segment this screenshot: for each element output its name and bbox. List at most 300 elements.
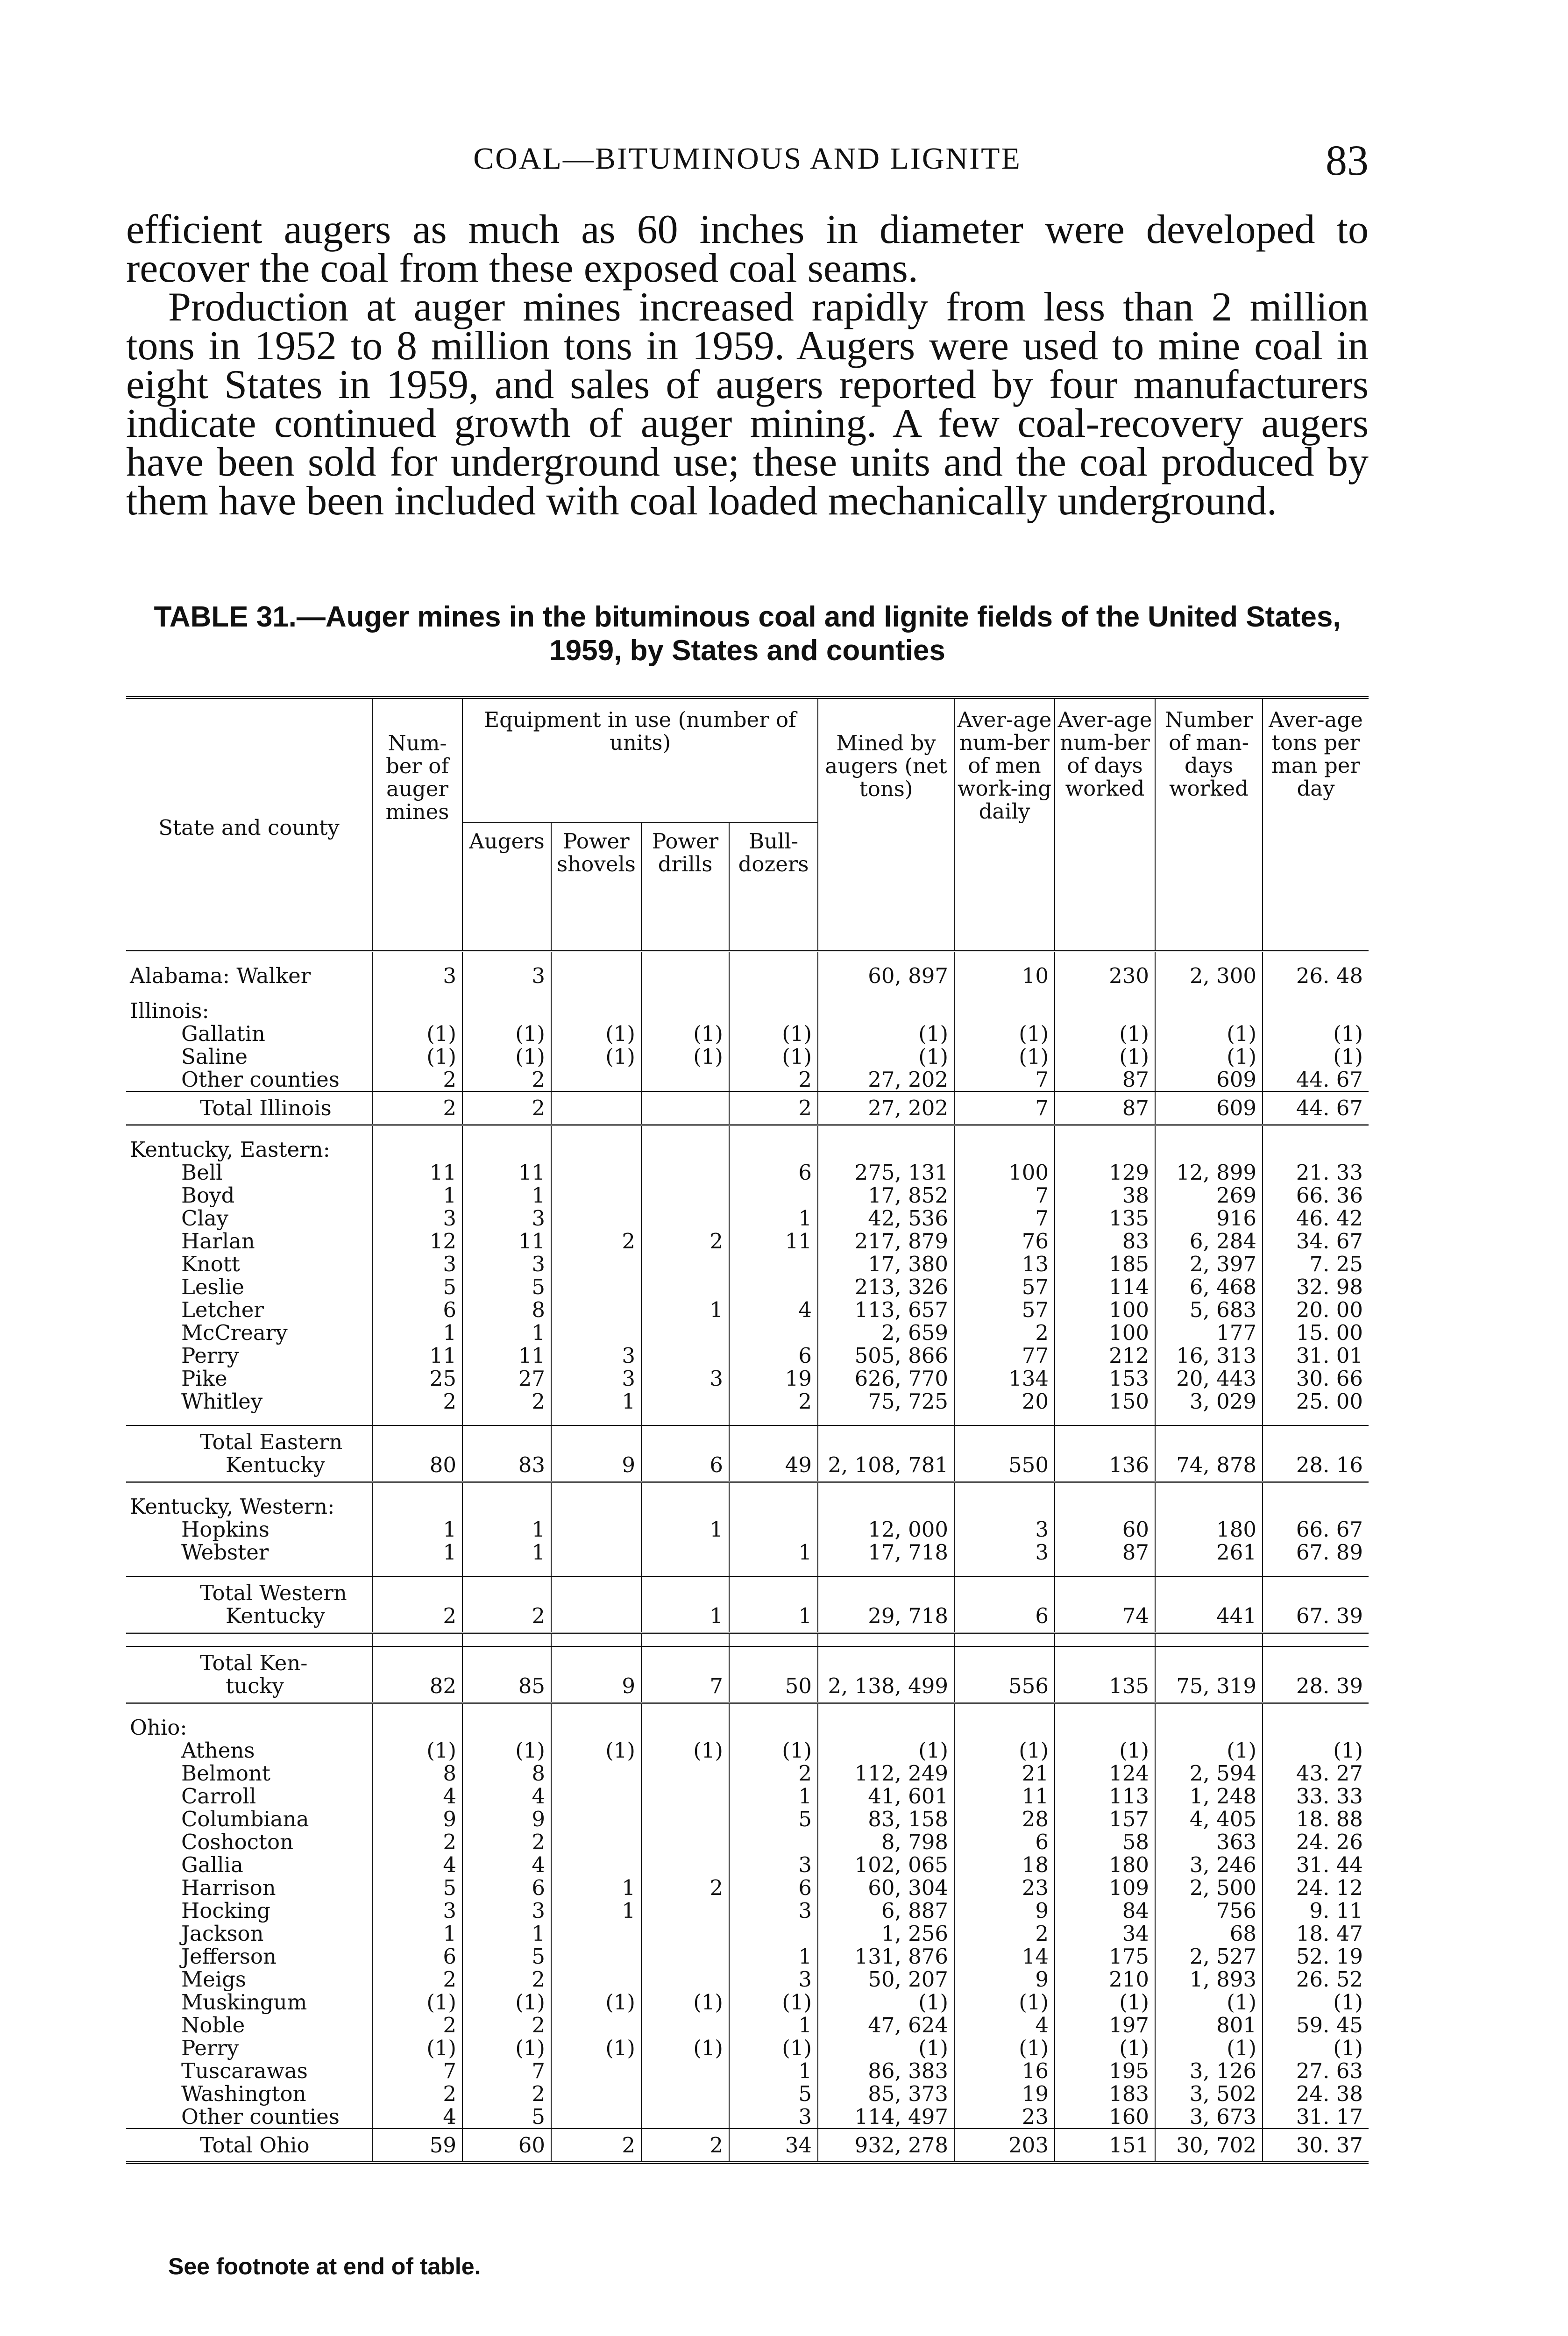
cell: (1) <box>1155 1991 1263 2014</box>
cell: 9 <box>954 1968 1055 1991</box>
cell: 23 <box>954 1876 1055 1899</box>
cell: 26. 48 <box>1263 964 1369 987</box>
row-kentucky-eastern-county <box>126 1207 1369 1230</box>
cell <box>729 1830 818 1853</box>
cell: 57 <box>954 1298 1055 1321</box>
cell: 4 <box>462 1785 551 1808</box>
header-mines: Num-ber of auger mines <box>372 698 462 951</box>
cell: 3 <box>372 1253 462 1275</box>
cell: 28 <box>954 1808 1055 1830</box>
cell: 102, 065 <box>818 1853 954 1876</box>
cell: (1) <box>551 1739 641 1762</box>
cell: 932, 278 <box>818 2129 954 2163</box>
cell: (1) <box>818 2037 954 2059</box>
cell <box>372 1716 462 1739</box>
cell: 212 <box>1055 1344 1155 1367</box>
row-alabama-walker <box>126 964 1369 987</box>
cell: 100 <box>954 1161 1055 1184</box>
cell: (1) <box>641 1991 729 2014</box>
header-days: Aver-age num-ber of days worked <box>1055 698 1155 951</box>
cell: 84 <box>1055 1899 1155 1922</box>
cell: 2 <box>954 1922 1055 1945</box>
row-ohio-county <box>126 2059 1369 2082</box>
cell: 2 <box>462 2014 551 2037</box>
cell: 34 <box>729 2129 818 2163</box>
cell: 4 <box>954 2014 1055 2037</box>
page-number: 83 <box>1326 136 1369 184</box>
cell: 5 <box>372 1275 462 1298</box>
cell: 2 <box>551 2129 641 2163</box>
cell <box>551 1853 641 1876</box>
row-label: Knott <box>181 1252 240 1276</box>
cell: 43. 27 <box>1263 1762 1369 1785</box>
cell <box>641 1068 729 1091</box>
cell: (1) <box>551 2037 641 2059</box>
row-label: Other counties <box>181 1067 340 1092</box>
cell: (1) <box>1155 1045 1263 1068</box>
cell: 11 <box>729 1230 818 1253</box>
cell <box>641 1785 729 1808</box>
cell: 4 <box>372 1785 462 1808</box>
cell: 7 <box>372 2059 462 2082</box>
cell: 114, 497 <box>818 2105 954 2129</box>
cell: 6 <box>372 1298 462 1321</box>
cell: 11 <box>462 1344 551 1367</box>
cell: 5 <box>729 2082 818 2105</box>
cell: (1) <box>1055 2037 1155 2059</box>
cell: (1) <box>641 1022 729 1045</box>
cell: 20. 00 <box>1263 1298 1369 1321</box>
cell: 131, 876 <box>818 1945 954 1968</box>
cell: (1) <box>462 1991 551 2014</box>
cell: 2 <box>462 2082 551 2105</box>
cell: 85, 373 <box>818 2082 954 2105</box>
cell: 8 <box>462 1762 551 1785</box>
cell <box>551 1068 641 1091</box>
cell: 2, 138, 499 <box>818 1646 954 1703</box>
cell: 59 <box>372 2129 462 2163</box>
cell: 7 <box>954 1207 1055 1230</box>
row-illinois-county <box>126 1045 1369 1068</box>
cell: 18 <box>954 1853 1055 1876</box>
cell: 2 <box>462 1068 551 1091</box>
cell: 8 <box>372 1762 462 1785</box>
cell: (1) <box>551 1991 641 2014</box>
row-label: Other counties <box>181 2104 340 2129</box>
row-label: Alabama: Walker <box>130 963 311 988</box>
cell: 7 <box>641 1646 729 1703</box>
row-ohio-county <box>126 1922 1369 1945</box>
cell: 1 <box>641 1518 729 1541</box>
paragraph-continuation: efficient augers as much as 60 inches in diameter were developed to recover the coal from these exposed coal seams. <box>126 207 1369 291</box>
cell: 3, 502 <box>1155 2082 1263 2105</box>
cell: 1 <box>729 2059 818 2082</box>
cell <box>1263 999 1369 1022</box>
cell: 269 <box>1155 1184 1263 1207</box>
cell: (1) <box>1263 2037 1369 2059</box>
cell: 1 <box>372 1518 462 1541</box>
row-label: Boyd <box>181 1183 235 1208</box>
cell <box>954 1495 1055 1518</box>
running-title: COAL—BITUMINOUS AND LIGNITE <box>473 142 1022 176</box>
cell: 2, 594 <box>1155 1762 1263 1785</box>
cell: 1 <box>372 1541 462 1564</box>
cell: 6, 468 <box>1155 1275 1263 1298</box>
cell <box>641 1853 729 1876</box>
cell <box>729 1275 818 1298</box>
row-label: Coshocton <box>181 1830 294 1854</box>
cell: 60, 897 <box>818 964 954 987</box>
cell: 7 <box>954 1068 1055 1091</box>
cell: 3 <box>551 1344 641 1367</box>
row-label: Kentucky, Eastern: <box>130 1137 330 1162</box>
cell: (1) <box>372 1022 462 1045</box>
cell: 150 <box>1055 1390 1155 1413</box>
row-label: McCreary <box>181 1320 288 1345</box>
cell: 3 <box>462 1253 551 1275</box>
cell: 2 <box>462 1830 551 1853</box>
footnote: See footnote at end of table. <box>168 2253 481 2279</box>
cell: 6 <box>641 1425 729 1482</box>
cell: 5 <box>462 1275 551 1298</box>
cell: 12 <box>372 1230 462 1253</box>
row-label: Perry <box>181 1343 239 1368</box>
cell: 6 <box>729 1344 818 1367</box>
cell: 28. 39 <box>1263 1646 1369 1703</box>
cell <box>551 1321 641 1344</box>
cell <box>551 1762 641 1785</box>
header-mined: Mined by augers (net tons) <box>818 698 954 951</box>
row-kentucky-eastern-county <box>126 1184 1369 1207</box>
cell: 66. 36 <box>1263 1184 1369 1207</box>
cell: (1) <box>551 1022 641 1045</box>
cell: 114 <box>1055 1275 1155 1298</box>
cell: 556 <box>954 1646 1055 1703</box>
cell: 160 <box>1055 2105 1155 2129</box>
cell: 18. 47 <box>1263 1922 1369 1945</box>
cell <box>551 2059 641 2082</box>
cell: 31. 44 <box>1263 1853 1369 1876</box>
cell: 916 <box>1155 1207 1263 1230</box>
spacer-row <box>126 987 1369 999</box>
cell: 30, 702 <box>1155 2129 1263 2163</box>
cell: (1) <box>372 1045 462 1068</box>
cell <box>551 1207 641 1230</box>
cell <box>641 1968 729 1991</box>
cell <box>954 1138 1055 1161</box>
row-label: Hocking <box>181 1898 270 1923</box>
auger-mines-table <box>126 696 1369 2164</box>
running-head <box>126 135 1369 187</box>
cell <box>641 1390 729 1413</box>
cell: 4 <box>372 1853 462 1876</box>
cell: 12, 000 <box>818 1518 954 1541</box>
cell: 34. 67 <box>1263 1230 1369 1253</box>
cell: (1) <box>462 1739 551 1762</box>
cell <box>641 1762 729 1785</box>
cell: 67. 39 <box>1263 1576 1369 1633</box>
cell: (1) <box>729 1739 818 1762</box>
row-ohio-county <box>126 1899 1369 1922</box>
cell <box>729 1495 818 1518</box>
row-label: Clay <box>181 1206 229 1231</box>
cell: 2, 659 <box>818 1321 954 1344</box>
cell <box>1155 1716 1263 1739</box>
spacer-row <box>126 1564 1369 1576</box>
cell: 3 <box>641 1367 729 1390</box>
header-equipment: Equipment in use (number of units) <box>462 698 818 823</box>
cell: 3 <box>372 1207 462 1230</box>
cell: 3 <box>462 1207 551 1230</box>
cell <box>551 1945 641 1968</box>
cell: 77 <box>954 1344 1055 1367</box>
row-label: Letcher <box>181 1297 264 1322</box>
cell: 197 <box>1055 2014 1155 2037</box>
cell: 135 <box>1055 1207 1155 1230</box>
cell: 27 <box>462 1367 551 1390</box>
cell: 363 <box>1155 1830 1263 1853</box>
cell <box>818 1138 954 1161</box>
row-total-eastern-kentucky <box>126 1425 1369 1482</box>
cell: 3 <box>729 1853 818 1876</box>
cell: 4, 405 <box>1155 1808 1263 1830</box>
cell: 261 <box>1155 1541 1263 1564</box>
cell: 9 <box>551 1646 641 1703</box>
cell <box>641 1922 729 1945</box>
cell: 2 <box>462 1091 551 1125</box>
row-ohio-county <box>126 1853 1369 1876</box>
row-ohio-county <box>126 1991 1369 2014</box>
cell: 153 <box>1055 1367 1155 1390</box>
cell: 41, 601 <box>818 1785 954 1808</box>
row-kentucky-eastern-county <box>126 1161 1369 1184</box>
cell <box>551 1922 641 1945</box>
cell: 3, 673 <box>1155 2105 1263 2129</box>
cell <box>551 964 641 987</box>
cell: 14 <box>954 1945 1055 1968</box>
cell: 19 <box>729 1367 818 1390</box>
cell: 24. 38 <box>1263 2082 1369 2105</box>
cell <box>641 1091 729 1125</box>
cell: 3 <box>729 1899 818 1922</box>
cell: (1) <box>818 1022 954 1045</box>
cell <box>641 1321 729 1344</box>
cell: (1) <box>954 2037 1055 2059</box>
cell: 609 <box>1155 1091 1263 1125</box>
cell: (1) <box>954 1022 1055 1045</box>
cell: 9 <box>954 1899 1055 1922</box>
row-ohio-county <box>126 1945 1369 1968</box>
cell: 2 <box>462 1576 551 1633</box>
cell <box>729 1716 818 1739</box>
cell: (1) <box>729 2037 818 2059</box>
cell: (1) <box>818 1991 954 2014</box>
cell: 17, 852 <box>818 1184 954 1207</box>
row-label: Noble <box>181 2013 245 2037</box>
cell: (1) <box>462 1022 551 1045</box>
spacer-row <box>126 1413 1369 1425</box>
row-label: Illinois: <box>130 998 209 1023</box>
cell: 177 <box>1155 1321 1263 1344</box>
row-kentucky-western-label <box>126 1495 1369 1518</box>
cell: 3 <box>462 1899 551 1922</box>
cell: 11 <box>462 1161 551 1184</box>
cell: 6 <box>954 1830 1055 1853</box>
spacer-row <box>126 1482 1369 1495</box>
cell: (1) <box>729 1022 818 1045</box>
cell: (1) <box>641 1045 729 1068</box>
row-illinois-label <box>126 999 1369 1022</box>
cell: 3 <box>372 1899 462 1922</box>
cell: (1) <box>372 1991 462 2014</box>
cell: 1 <box>462 1321 551 1344</box>
cell: (1) <box>1055 1022 1155 1045</box>
header-tons-per-man: Aver-age tons per man per day <box>1263 698 1369 951</box>
cell: 59. 45 <box>1263 2014 1369 2037</box>
cell <box>641 1541 729 1564</box>
cell: 2 <box>372 1576 462 1633</box>
cell <box>551 2082 641 2105</box>
cell: 1 <box>462 1541 551 1564</box>
header-bulldozers: Bull-dozers <box>729 823 818 951</box>
row-label: Kentucky, Western: <box>130 1494 335 1519</box>
cell: 2 <box>372 1968 462 1991</box>
cell <box>729 1184 818 1207</box>
cell: 3 <box>551 1367 641 1390</box>
row-kentucky-eastern-county <box>126 1275 1369 1298</box>
cell <box>551 1161 641 1184</box>
row-total-ohio <box>126 2129 1369 2163</box>
row-kentucky-western-county <box>126 1541 1369 1564</box>
row-ohio-county <box>126 1739 1369 1762</box>
row-ohio-county <box>126 1876 1369 1899</box>
cell <box>729 1321 818 1344</box>
cell: 1 <box>729 1207 818 1230</box>
cell: 52. 19 <box>1263 1945 1369 1968</box>
cell: 11 <box>372 1161 462 1184</box>
row-label: Ohio: <box>130 1715 187 1740</box>
cell: 6 <box>372 1945 462 1968</box>
cell: 25 <box>372 1367 462 1390</box>
cell: 8 <box>462 1298 551 1321</box>
cell: 2, 527 <box>1155 1945 1263 1968</box>
cell: 1 <box>462 1518 551 1541</box>
cell: 9. 11 <box>1263 1899 1369 1922</box>
cell <box>641 1945 729 1968</box>
row-total-illinois <box>126 1091 1369 1125</box>
cell: 28. 16 <box>1263 1425 1369 1482</box>
cell: 2 <box>462 1968 551 1991</box>
cell: 75, 319 <box>1155 1646 1263 1703</box>
cell: 1 <box>462 1922 551 1945</box>
row-ohio-county <box>126 1785 1369 1808</box>
cell: 2 <box>462 1390 551 1413</box>
cell: 58 <box>1055 1830 1155 1853</box>
cell: 32. 98 <box>1263 1275 1369 1298</box>
cell: (1) <box>462 2037 551 2059</box>
cell <box>551 1808 641 1830</box>
cell: 135 <box>1055 1646 1155 1703</box>
cell <box>1263 1495 1369 1518</box>
cell: 7 <box>954 1091 1055 1125</box>
cell: 3 <box>462 964 551 987</box>
row-kentucky-eastern-county <box>126 1390 1369 1413</box>
cell: 609 <box>1155 1068 1263 1091</box>
row-total-western-kentucky <box>126 1576 1369 1633</box>
cell: 27. 63 <box>1263 2059 1369 2082</box>
row-label: Total Eastern Kentucky <box>126 1425 372 1482</box>
cell <box>954 1716 1055 1739</box>
cell: 57 <box>954 1275 1055 1298</box>
cell: 20 <box>954 1390 1055 1413</box>
cell: 20, 443 <box>1155 1367 1263 1390</box>
cell: 1 <box>372 1321 462 1344</box>
row-kentucky-western-county <box>126 1518 1369 1541</box>
cell: 49 <box>729 1425 818 1482</box>
cell <box>729 1922 818 1945</box>
cell: 3, 246 <box>1155 1853 1263 1876</box>
row-label: Muskingum <box>181 1990 307 2015</box>
cell: 60, 304 <box>818 1876 954 1899</box>
row-kentucky-eastern-county <box>126 1344 1369 1367</box>
cell: 3 <box>954 1518 1055 1541</box>
cell: 60 <box>1055 1518 1155 1541</box>
cell: 100 <box>1055 1298 1155 1321</box>
cell: 2 <box>372 2082 462 2105</box>
cell: 2 <box>954 1321 1055 1344</box>
cell: 74 <box>1055 1576 1155 1633</box>
cell <box>551 1138 641 1161</box>
cell <box>641 1161 729 1184</box>
cell: 87 <box>1055 1541 1155 1564</box>
cell: 9 <box>551 1425 641 1482</box>
cell: (1) <box>462 1045 551 1068</box>
cell: 113 <box>1055 1785 1155 1808</box>
cell: 30. 37 <box>1263 2129 1369 2163</box>
cell: 23 <box>954 2105 1055 2129</box>
row-ohio-county <box>126 1968 1369 1991</box>
cell: 2 <box>729 1091 818 1125</box>
row-label: Webster <box>181 1540 269 1565</box>
cell: 42, 536 <box>818 1207 954 1230</box>
cell <box>462 1495 551 1518</box>
header-state: State and county <box>126 698 372 951</box>
spacer-row <box>126 1125 1369 1138</box>
cell: (1) <box>954 1739 1055 1762</box>
cell: 756 <box>1155 1899 1263 1922</box>
cell: 16 <box>954 2059 1055 2082</box>
row-label: Total Illinois <box>126 1091 372 1125</box>
cell: (1) <box>1263 1045 1369 1068</box>
cell <box>551 1576 641 1633</box>
cell: 136 <box>1055 1425 1155 1482</box>
row-label: Harrison <box>181 1875 276 1900</box>
cell: 2, 397 <box>1155 1253 1263 1275</box>
cell: 2, 300 <box>1155 964 1263 987</box>
row-ohio-county <box>126 1830 1369 1853</box>
cell: 18. 88 <box>1263 1808 1369 1830</box>
row-label: Washington <box>181 2081 306 2106</box>
cell <box>551 1253 641 1275</box>
row-ohio-county <box>126 2014 1369 2037</box>
cell: 203 <box>954 2129 1055 2163</box>
row-label: Gallia <box>181 1852 243 1877</box>
cell <box>641 1207 729 1230</box>
table-caption: TABLE 31.—Auger mines in the bituminous coal and lignite fields of the United States, 1959, by States and counties <box>154 601 1341 667</box>
cell <box>462 1138 551 1161</box>
row-label: Total Ken- tucky <box>126 1646 372 1703</box>
cell: 12, 899 <box>1155 1161 1263 1184</box>
